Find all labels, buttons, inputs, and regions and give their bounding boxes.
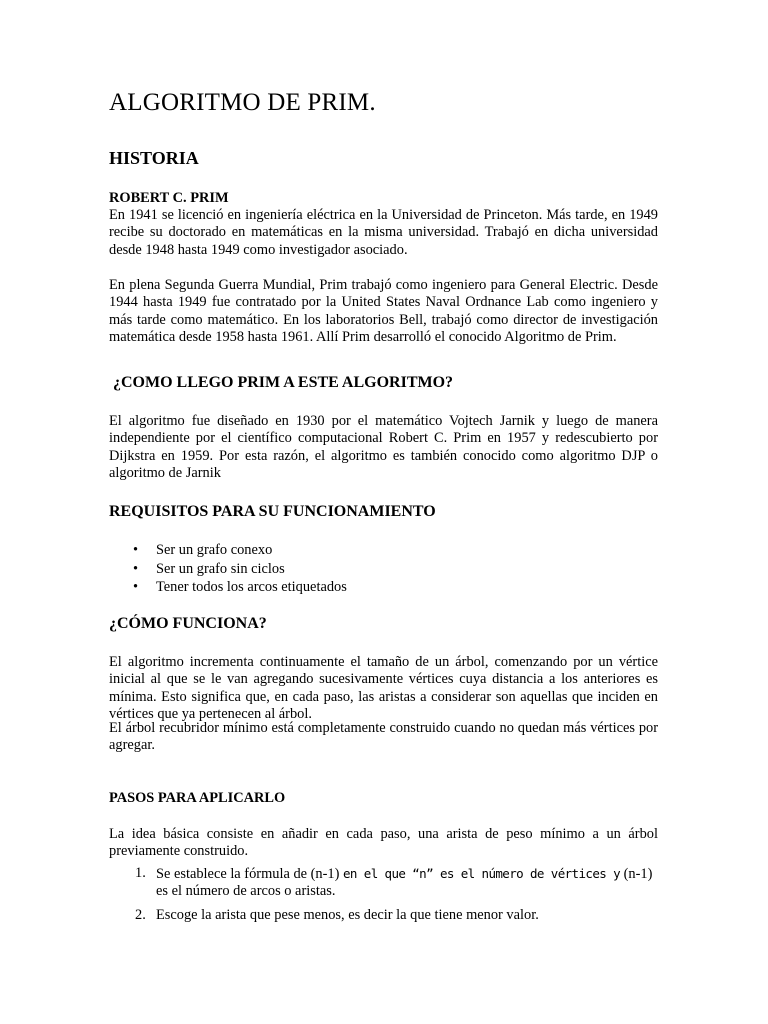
- bullet-icon: •: [133, 542, 139, 558]
- historia-heading: HISTORIA: [109, 148, 199, 168]
- bullet-icon: •: [133, 560, 139, 577]
- list-item: [109, 579, 658, 598]
- historia-paragraph-1: En 1941 se licenció en ingeniería eléctrica en la Universidad de Princeton. Más tarde, en 1949 recibe su doctorado en matemáticas en la misma universidad. Trabajó en dicha universidad desde 1948 hasta 1949 como investigador asociado.: [109, 207, 658, 258]
- requisitos-list: [109, 542, 658, 598]
- step-number: 2.: [135, 907, 146, 923]
- list-item: [109, 561, 658, 580]
- como-funciona-heading: ¿CÓMO FUNCIONA?: [109, 615, 267, 632]
- requisito-text: Tener todos los arcos etiquetados: [156, 579, 347, 595]
- bullet-icon: •: [133, 579, 139, 595]
- requisitos-heading: REQUISITOS PARA SU FUNCIONAMIENTO: [109, 503, 436, 520]
- pasos-intro: La idea básica consiste en añadir en cada paso, una arista de peso mínimo a un árbol previamente construido.: [109, 826, 658, 860]
- como-llego-paragraph: El algoritmo fue diseñado en 1930 por el matemático Vojtech Jarnik y luego de manera independiente por el científico computacional Robert C. Prim en 1957 y redescubierto por Dijkstra en 1959. Por esta razón, el algoritmo es también conocido como algoritmo DJP o algoritmo de Jarnik: [109, 413, 658, 481]
- pasos-heading: PASOS PARA APLICARLO: [109, 790, 286, 806]
- pasos-list: [109, 865, 658, 924]
- step-text-post: (n-1) es el número de arcos o aristas.: [156, 866, 653, 900]
- como-llego-heading: ¿COMO LLEGO PRIM A ESTE ALGORITMO?: [113, 374, 454, 391]
- historia-paragraph-2: En plena Segunda Guerra Mundial, Prim trabajó como ingeniero para General Electric. Desde 1944 hasta 1949 fue contratado por la United States Naval Ordnance Lab como ingeniero y más tarde como matemático. En los laboratorios Bell, trabajó como director de investigación matemática desde 1958 hasta 1961. Allí Prim desarrolló el conocido Algoritmo de Prim.: [109, 277, 658, 345]
- list-item: [109, 865, 658, 907]
- step-text-pre: Se establece la fórmula de (n-1): [156, 866, 343, 882]
- prim-subheading: ROBERT C. PRIM: [109, 190, 229, 206]
- document-title: ALGORITMO DE PRIM.: [109, 89, 376, 116]
- requisito-text: Ser un grafo sin ciclos: [156, 560, 285, 577]
- step-text: Escoge la arista que pese menos, es decir la que tiene menor valor.: [156, 907, 539, 923]
- step-text-mono: en el que “n” es el número de vértices y: [343, 866, 621, 881]
- como-funciona-paragraph-2: El árbol recubridor mínimo está completamente construido cuando no quedan más vértices por agregar.: [109, 720, 658, 754]
- como-funciona-paragraph-1: El algoritmo incrementa continuamente el tamaño de un árbol, comenzando por un vértice inicial al que se le van agregando sucesivamente vértices cuya distancia a los anteriores es mínima. Esto significa que, en cada paso, las aristas a considerar son aquellas que inciden en vértices que ya pertenecen al árbol.: [109, 654, 658, 722]
- requisito-text: Ser un grafo conexo: [156, 542, 273, 558]
- list-item: [109, 542, 658, 561]
- step-number: 1.: [135, 865, 146, 881]
- list-item: [109, 907, 658, 924]
